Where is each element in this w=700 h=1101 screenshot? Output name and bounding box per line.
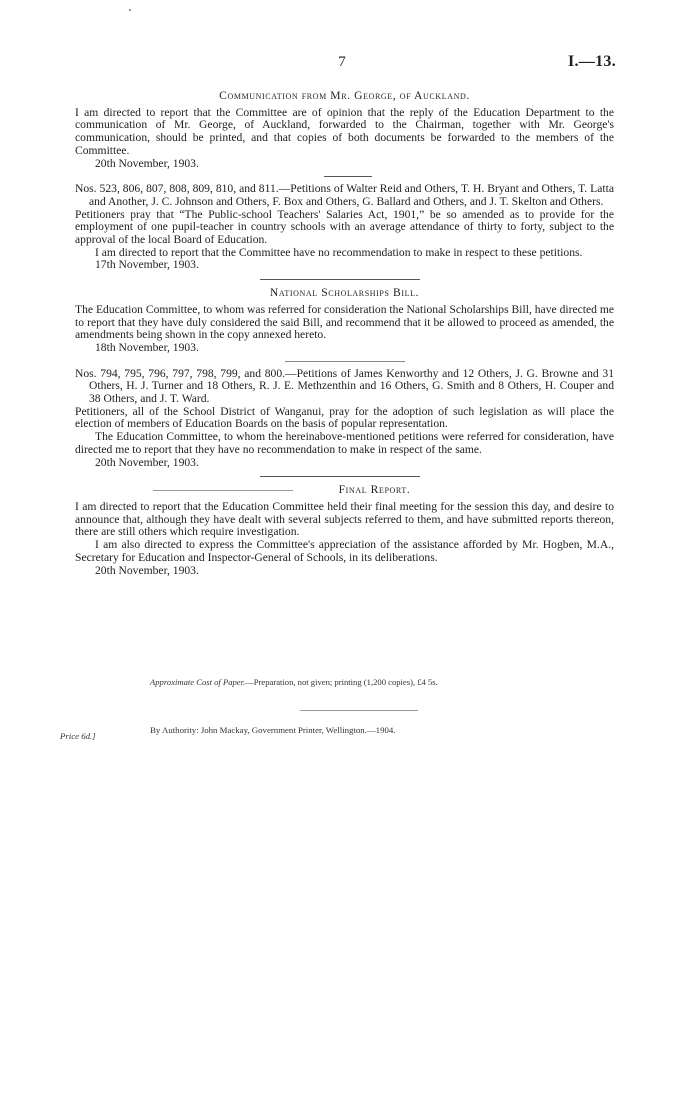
date-line: 20th November, 1903. <box>95 156 199 170</box>
section-divider <box>260 476 420 477</box>
cost-text: —Preparation, not given; printing (1,200 copies), £4 5s. <box>245 677 438 687</box>
section-divider <box>324 176 372 177</box>
heading-lead-rule <box>153 490 293 491</box>
printer-imprint: By Authority: John Mackay, Government Printer, Wellington.—1904. <box>150 725 396 735</box>
date-line: 17th November, 1903. <box>95 258 199 272</box>
petitioners-pray-paragraph: Petitioners, all of the School District of Wanganui, pray for the adoption of such legislation as will place the election of members of Education Boards on the basis of popular representation. <box>75 404 614 431</box>
petitioners-pray-paragraph: Petitioners pray that “The Public-school Teachers' Salaries Act, 1901,” be so amended as to provide for the employment of one pupil-teacher in country schools with an average attendance of thirty to forty, subject to the approval of the local Board of Education. <box>75 207 614 247</box>
speck-mark <box>129 9 131 11</box>
report-paragraph: I am directed to report that the Committee have no recommendation to make in respect to these petitions. <box>95 245 583 259</box>
document-code: I.—13. <box>567 53 616 70</box>
date-line: 20th November, 1903. <box>95 563 199 577</box>
paragraph-scholarships: The Education Committee, to whom was referred for consideration the National Scholarships Bill, have directed me to report that they have duly considered the said Bill, and recommend that it be allowed to proceed as amended, the amendments being shown in the copy annexed hereto. <box>75 302 614 342</box>
page-content <box>75 90 614 577</box>
paragraph-final-report: I am directed to report that the Education Committee held their final meeting for the session this day, and desire to announce that, although they have dealt with several subjects referred to them, and have submitted reports thereon, there are still others which require investigation. <box>75 499 614 539</box>
section-heading-scholarships: National Scholarships Bill. <box>269 286 420 300</box>
price-note: Price 6d.] <box>60 731 96 741</box>
section-divider <box>260 279 420 280</box>
footer-rule <box>300 710 418 711</box>
date-line: 20th November, 1903. <box>95 455 199 469</box>
report-paragraph: The Education Committee, to whom the hereinabove-mentioned petitions were referred for consideration, have directed me to report that they have no recommendation to make in respect of the same. <box>75 430 614 456</box>
petition-numbers-paragraph: Nos. 523, 806, 807, 808, 809, 810, and 811.—Petitions of Walter Reid and Others, T. H. Bryant and Others, T. Latta and Another, J. C. Johnson and Others, F. Box and Others, G. Ballard and Others, and J. T. Skelton and Others. <box>75 182 614 208</box>
page-number: 7 <box>338 54 346 70</box>
paragraph-communication: I am directed to report that the Committee are of opinion that the reply of the Education Department to the communication of Mr. George, of Auckland, forwarded to the Chairman, together with Mr. George's communication, should be printed, and that copies of both documents be forwarded to the members of the Committee. <box>75 105 614 157</box>
section-heading-communication: Communication from Mr. George, of Auckland. <box>219 89 470 102</box>
section-heading-final-report: Final Report. <box>338 483 411 497</box>
date-line: 18th November, 1903. <box>95 340 199 354</box>
petition-numbers-paragraph: Nos. 794, 795, 796, 797, 798, 799, and 800.—Petitions of James Kenworthy and 12 Others, J. G. Browne and 31 Others, H. J. Turner and 18 Others, R. J. E. Methzenthin and 16 Others, G. Smith and 8 Others, H. Couper and 38 Others, and J. T. Ward. <box>75 366 614 406</box>
cost-note <box>150 677 438 687</box>
section-divider <box>285 361 405 362</box>
final-report-heading-wrap <box>75 484 614 497</box>
paragraph-appreciation: I am also directed to express the Committee's appreciation of the assistance afforded by Mr. Hogben, M.A., Secretary for Education and Inspector-General of Schools, in its deliberations. <box>75 538 614 564</box>
cost-label: Approximate Cost of Paper. <box>150 677 246 687</box>
